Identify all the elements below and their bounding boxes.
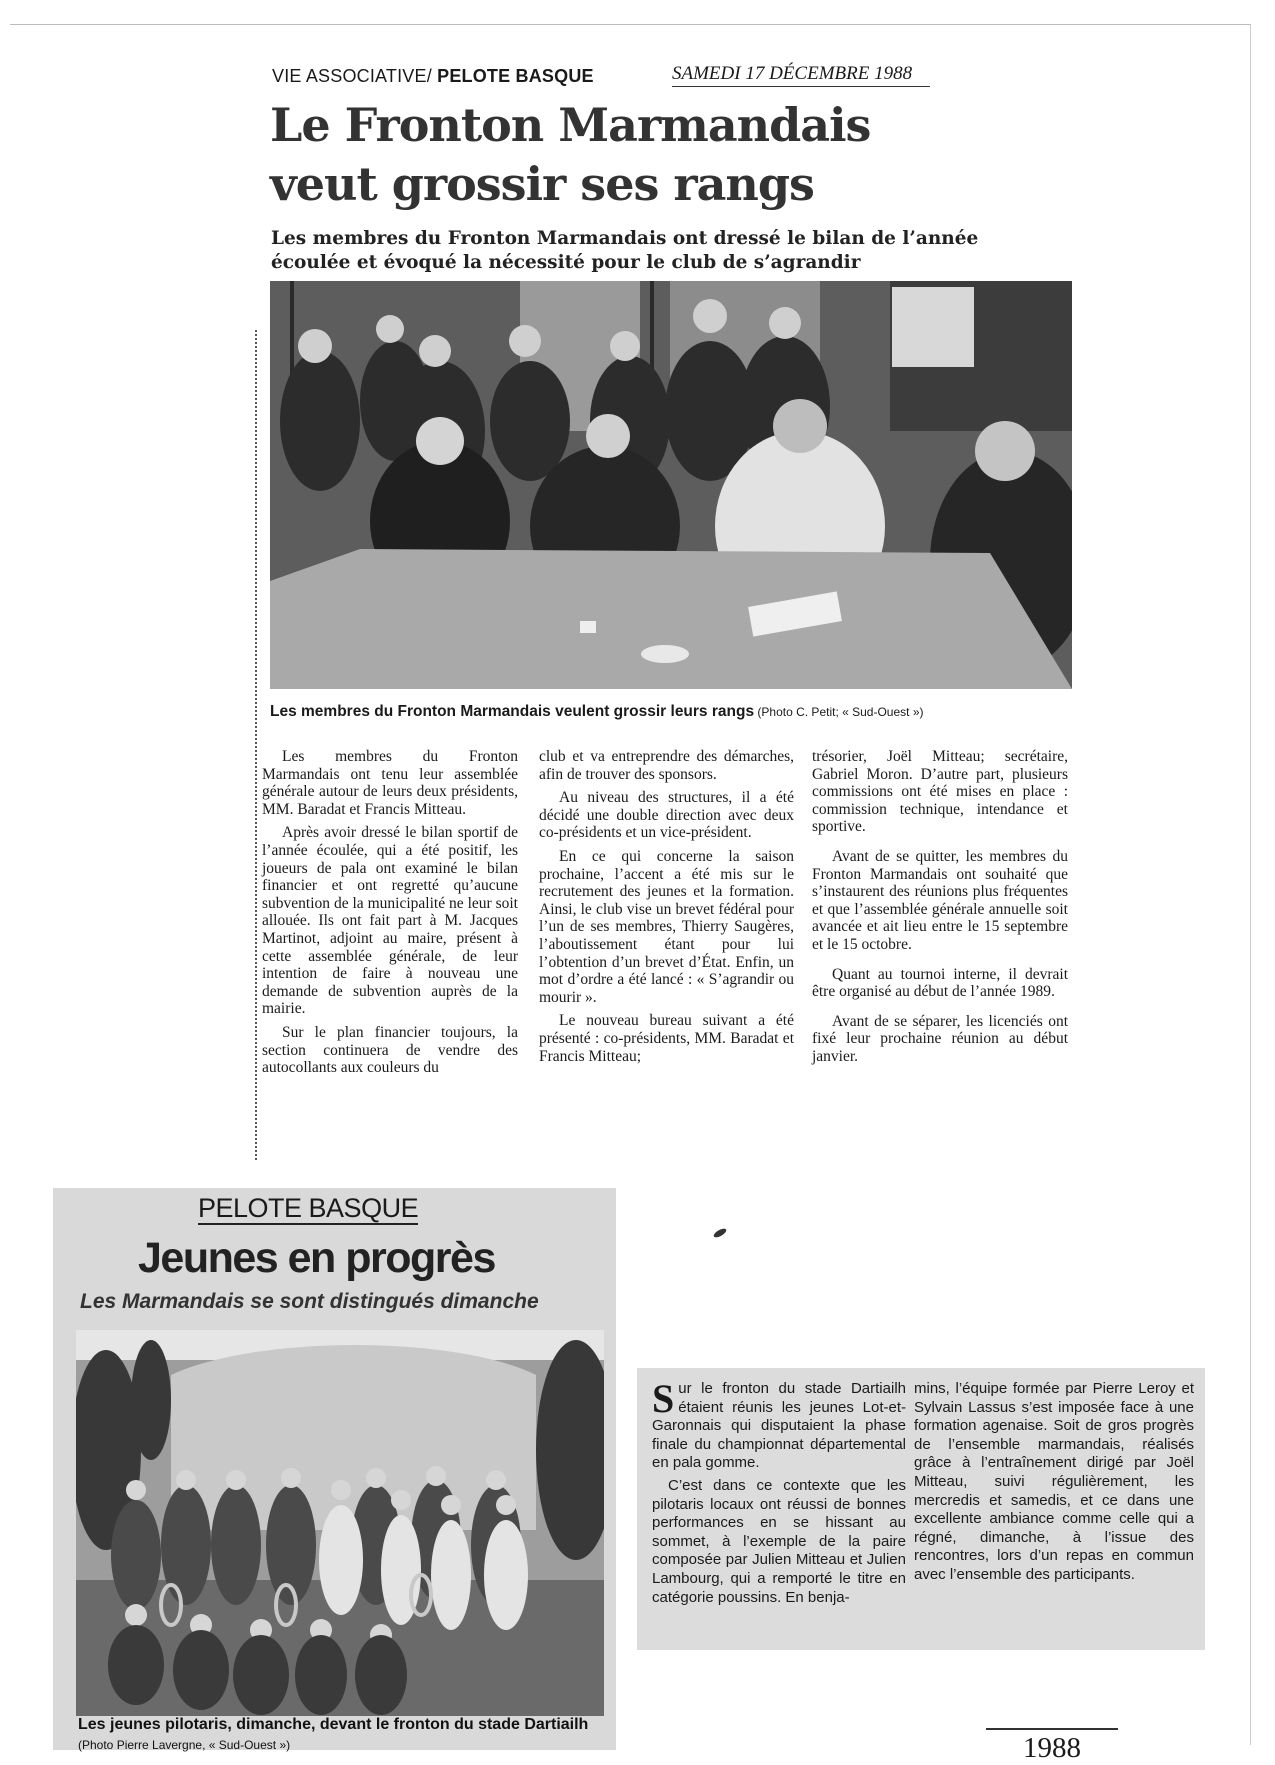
article-subtitle: Les membres du Fronton Marmandais ont dressé le bilan de l’année écoulée et évoqué la nécessité pour le club de s’agrandir bbox=[271, 228, 979, 273]
young-players-photo bbox=[76, 1330, 604, 1716]
paragraph: club et va entreprendre des démarches, afin de trouver des sponsors. bbox=[539, 748, 794, 783]
paragraph: mins, l’équipe formée par Pierre Leroy et Sylvain Lassus s’est imposée face à une formation agenaise. Soit de gros progrès de l’ensemble marmandais, réalisés grâce à l’entraînement dirigé par Joël Mitteau, suivi régulièrement, les mercredis et samedis, et ce dans une excellente ambiance comme celle qui a régné, dimanche, à l’issue des rencontres, lors d’un repas en commun avec l’ensemble des participants. bbox=[914, 1380, 1194, 1583]
paragraph bbox=[652, 1376, 906, 1473]
clipping-title: Jeunes en progrès bbox=[138, 1234, 495, 1282]
paragraph: C’est dans ce contexte que les pilotaris locaux ont réussi de bonnes performances en se hissant au sommet, à l’exemple de la paire composée par Julien Mitteau et Julien Lambourg, qui a remporté le titre en catégorie poussins. En benja- bbox=[652, 1476, 906, 1606]
caption-text: Les membres du Fronton Marmandais veulent grossir leurs rangs bbox=[270, 703, 755, 720]
clipping-rubric: PELOTE BASQUE bbox=[198, 1193, 419, 1223]
rubric-topic: PELOTE BASQUE bbox=[431, 66, 594, 86]
clipping-photo-caption bbox=[78, 1715, 618, 1755]
article-title bbox=[270, 96, 970, 214]
clipping-subtitle: Les Marmandais se sont distingués dimanche bbox=[80, 1290, 539, 1313]
drop-cap: S bbox=[652, 1376, 675, 1421]
paragraph: Avant de se quitter, les membres du Fronton Marmandais ont souhaité que s’instaurent des réunions plus fréquentes et que l’assemblée générale annuelle soit avancée et ait lieu entre le 15 septembre et le 15 octobre. bbox=[812, 847, 1068, 953]
paragraph-text: ur le fronton du stade Dartiailh étaient réunis les jeunes Lot-et-Garonnais qui disputaient la phase finale du championnat départemental en pala gomme. bbox=[652, 1380, 906, 1472]
article-column-2 bbox=[539, 748, 794, 1071]
paragraph: Le nouveau bureau suivant a été présenté : co-présidents, MM. Baradat et Francis Mitteau; bbox=[539, 1012, 794, 1065]
publication-date: SAMEDI 17 DÉCEMBRE 1988 bbox=[672, 63, 930, 87]
clipping-photo-credit: (Photo Pierre Lavergne, « Sud-Ouest ») bbox=[78, 1738, 291, 1752]
year-label: 1988 bbox=[986, 1728, 1118, 1765]
paragraph: En ce qui concerne la saison prochaine, l’accent a été mis sur le recrutement des jeunes et la formation. Ainsi, le club vise un brevet fédéral pour l’un de ses membres, Thierry Saugères, l’aboutissement étant pour lui l’obtention d’un brevet d’État. Enfin, un mot d’ordre a été lancé : « S’agrandir ou mourir ». bbox=[539, 847, 794, 1006]
photo-credit: (Photo C. Petit; « Sud-Ouest ») bbox=[754, 705, 924, 719]
clipping-column-1 bbox=[652, 1376, 906, 1611]
clipping-column-2 bbox=[914, 1380, 1194, 1589]
title-line-1: Le Fronton Marmandais bbox=[270, 98, 871, 152]
cut-line bbox=[255, 330, 257, 1160]
paragraph: Sur le plan financier toujours, la section continuera de vendre des autocollants aux couleurs du bbox=[262, 1023, 518, 1077]
paragraph: Après avoir dressé le bilan sportif de l’année écoulée, qui a été positif, les joueurs de pala ont examiné le bilan financier et ont regretté qu’aucune subvention de la municipalité ne leur soit allouée. Ils ont fait part à M. Jacques Martinot, adjoint au maire, présent à cette assemblée générale, de leur intention de faire à nouveau une demande de subvention auprès de la mairie. bbox=[262, 824, 518, 1018]
rubric bbox=[272, 66, 594, 87]
article-column-3 bbox=[812, 748, 1068, 1072]
rubric-section: VIE ASSOCIATIVE/ bbox=[272, 66, 432, 86]
clipping-caption-text: Les jeunes pilotaris, dimanche, devant le fronton du stade Dartiailh bbox=[78, 1716, 589, 1733]
club-members-photo-graphic bbox=[270, 281, 1072, 689]
article-column-1 bbox=[262, 748, 518, 1083]
paragraph: trésorier, Joël Mitteau; secrétaire, Gabriel Moron. D’autre part, plusieurs commissions ont été mises en place : commission technique, intendance et sportive. bbox=[812, 748, 1068, 836]
paragraph: Au niveau des structures, il a été décidé une double direction avec deux co-présidents et un vice-président. bbox=[539, 789, 794, 842]
title-line-2: veut grossir ses rangs bbox=[270, 157, 814, 211]
young-players-photo-graphic bbox=[76, 1330, 604, 1716]
paragraph: Les membres du Fronton Marmandais ont tenu leur assemblée générale autour de leurs deux présidents, MM. Baradat et Francis Mitteau. bbox=[262, 748, 518, 818]
paragraph: Avant de se séparer, les licenciés ont fixé leur prochaine réunion au début janvier. bbox=[812, 1012, 1068, 1065]
paragraph: Quant au tournoi interne, il devrait être organisé au début de l’année 1989. bbox=[812, 965, 1068, 1001]
photo-caption bbox=[270, 703, 1070, 721]
club-members-photo bbox=[270, 281, 1072, 689]
